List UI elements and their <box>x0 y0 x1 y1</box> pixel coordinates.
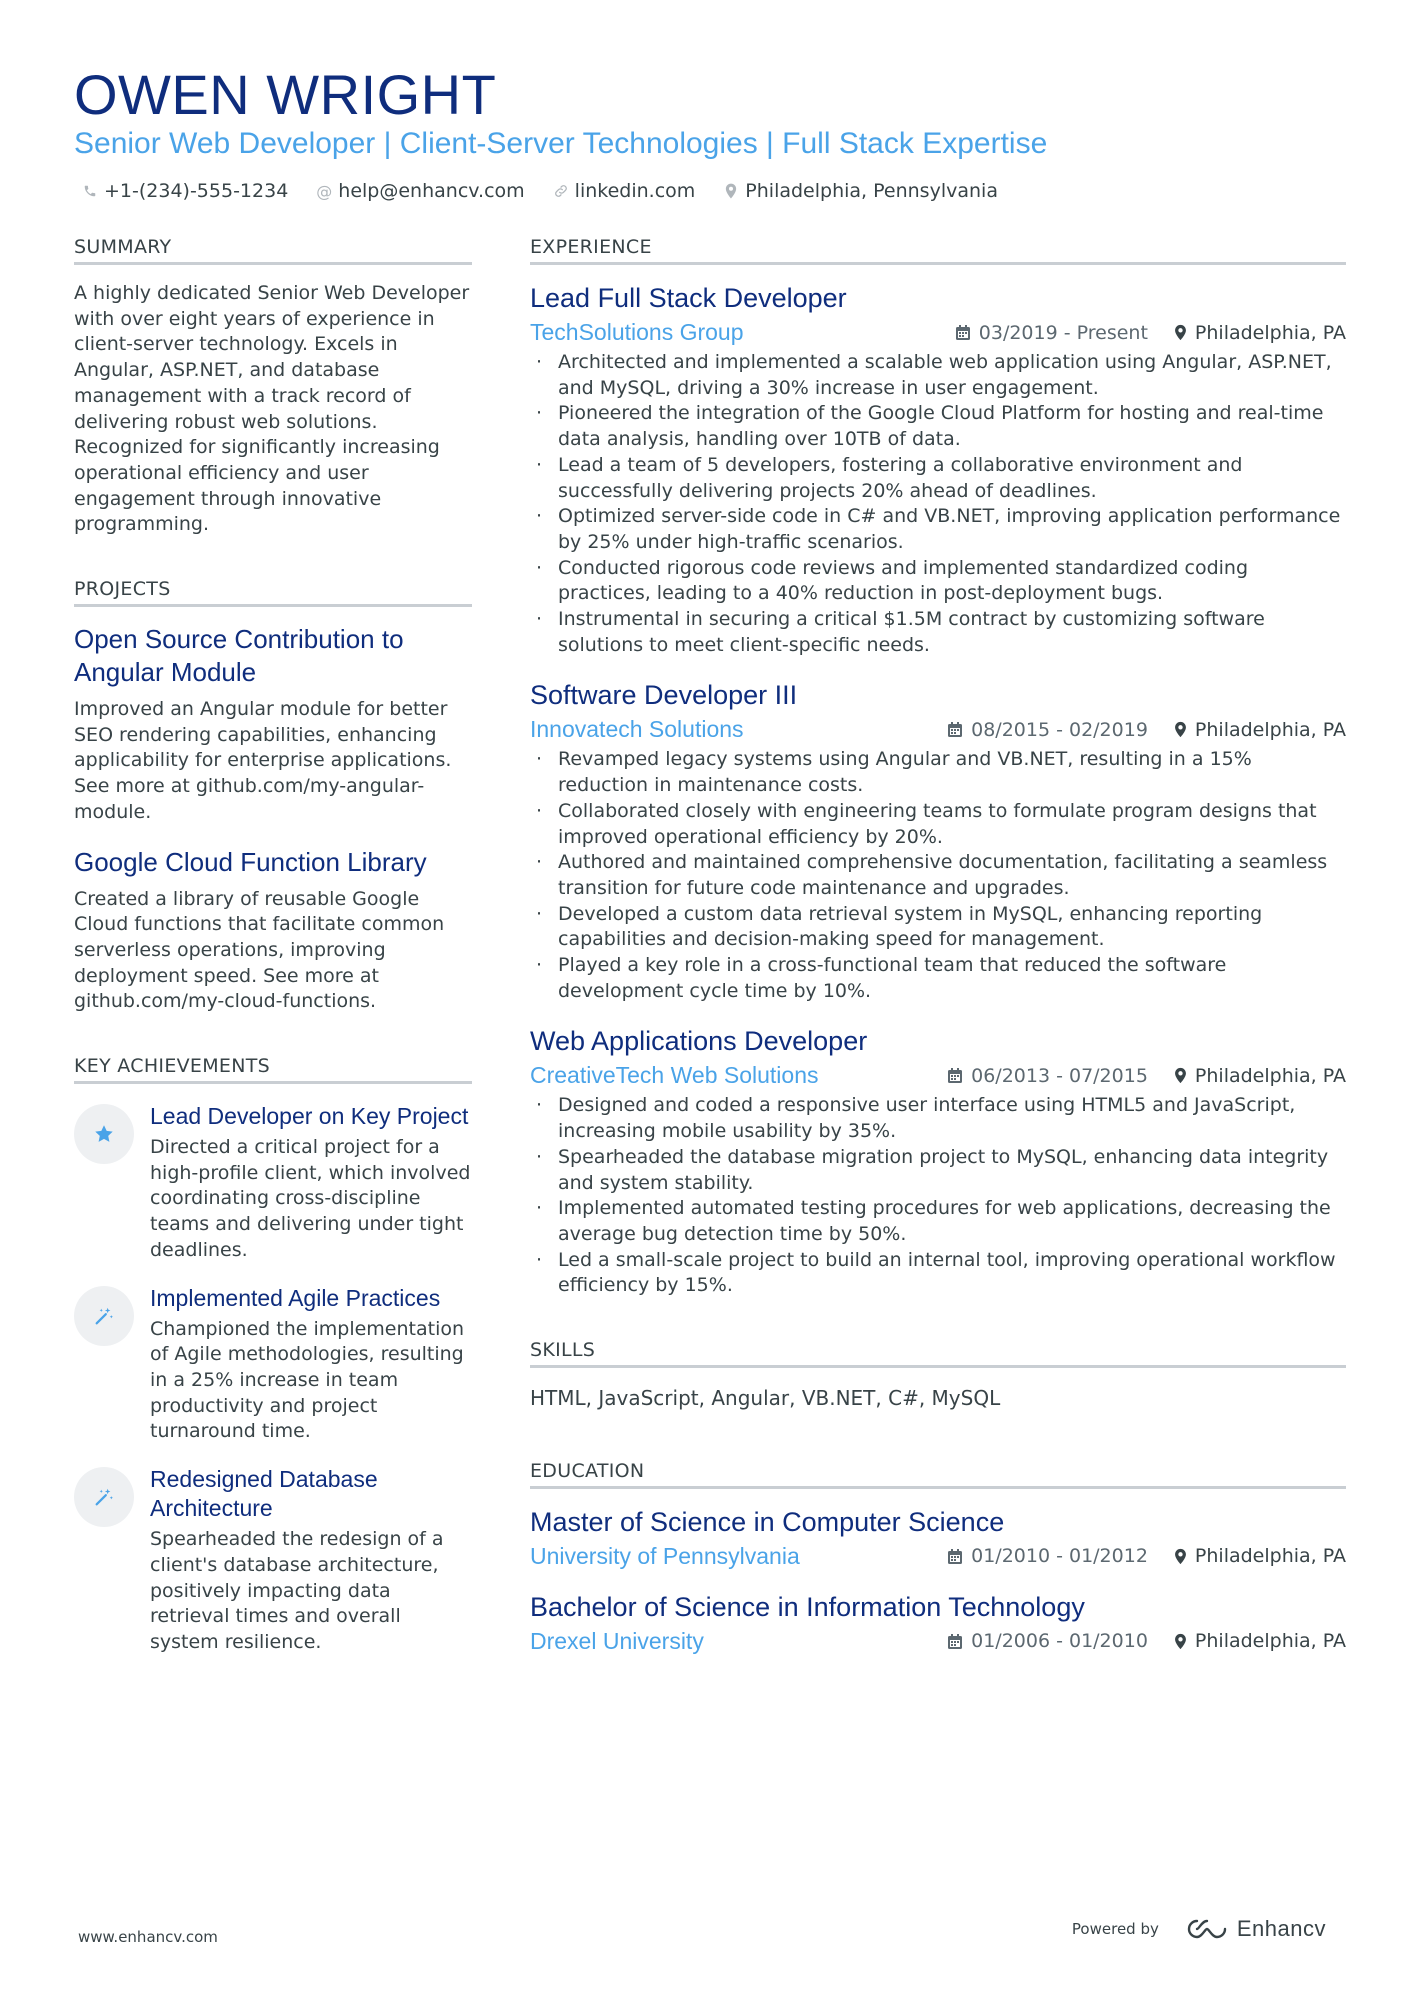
achievement-description: Directed a critical project for a high-profile client, which involved coordinating cross-discipline teams and delivering under tight deadlines. <box>150 1136 471 1261</box>
achievement-item <box>74 1284 472 1446</box>
contact-location-text: Philadelphia, Pennsylvania <box>745 180 998 202</box>
summary-section <box>74 236 472 538</box>
calendar-icon <box>955 324 971 341</box>
achievement-title: Implemented Agile Practices <box>150 1284 441 1311</box>
contact-bar <box>82 180 1026 202</box>
calendar-icon <box>947 1067 963 1084</box>
job-bullet: · Developed a custom data retrieval system in MySQL, enhancing reporting capabilities and decision-making speed for management. <box>530 902 1346 953</box>
job-entry <box>530 678 1346 1004</box>
job-bullet: · Played a key role in a cross-functional team that reduced the software development cycle time by 10%. <box>530 953 1346 1004</box>
projects-heading: PROJECTS <box>74 578 472 607</box>
skills-section <box>530 1339 1346 1412</box>
skills-list: HTML, JavaScript, Angular, VB.NET, C#, MySQL <box>530 1386 1001 1411</box>
achievement-description: Spearheaded the redesign of a client's database architecture, positively impacting data retrieval times and overall system resilience. <box>150 1528 444 1653</box>
job-bullet: · Architected and implemented a scalable web application using Angular, ASP.NET, and MySQL, driving a 30% increase in user engagement. <box>530 350 1346 401</box>
education-location: Philadelphia, PA <box>1194 1630 1346 1653</box>
skills-heading: SKILLS <box>530 1339 1346 1368</box>
job-title: Lead Full Stack Developer <box>530 283 847 313</box>
education-heading: EDUCATION <box>530 1460 1346 1489</box>
achievements-heading: KEY ACHIEVEMENTS <box>74 1055 472 1084</box>
job-bullet: · Led a small-scale project to build an internal tool, improving operational workflow efficiency by 15%. <box>530 1248 1346 1299</box>
project-title: Google Cloud Function Library <box>74 846 427 877</box>
degree-title: Bachelor of Science in Information Technology <box>530 1591 1085 1622</box>
job-title: Software Developer III <box>530 680 798 711</box>
job-title: Web Applications Developer <box>530 1026 868 1057</box>
job-dates: 08/2015 - 02/2019 <box>971 718 1148 741</box>
map-pin-icon <box>1174 1633 1187 1650</box>
contact-phone[interactable] <box>82 180 288 202</box>
job-bullet: · Pioneered the integration of the Google Cloud Platform for hosting and real-time data analysis, handling over 10TB of data. <box>530 401 1346 452</box>
job-bullet: · Instrumental in securing a critical $1.5M contract by customizing software solutions to meet client-specific needs. <box>530 607 1346 658</box>
at-icon: @ <box>316 181 333 201</box>
project-description: Created a library of reusable Google Cloud functions that facilitate common serverless operations, improving deployment speed. See more at github.com/my-cloud-functions. <box>74 887 445 1013</box>
project-description: Improved an Angular module for better SEO rendering capabilities, enhancing applicability for enterprise applications. See more at github.com/my-angular-module. <box>74 698 452 823</box>
project-title: Open Source Contribution to Angular Module <box>74 624 404 688</box>
company-name: Innovatech Solutions <box>530 716 744 743</box>
job-bullets <box>530 747 1346 1004</box>
contact-linkedin[interactable] <box>553 180 696 202</box>
contact-location <box>723 180 998 202</box>
achievements-section <box>74 1055 472 1656</box>
education-entry <box>530 1590 1346 1655</box>
calendar-icon <box>947 721 963 738</box>
company-name: CreativeTech Web Solutions <box>530 1062 819 1089</box>
contact-linkedin-text: linkedin.com <box>574 180 696 202</box>
education-entry <box>530 1505 1346 1570</box>
link-icon <box>553 183 569 199</box>
footer-website[interactable]: www.enhancv.com <box>78 1928 218 1946</box>
job-location: Philadelphia, PA <box>1194 718 1346 741</box>
contact-email-text: help@enhancv.com <box>338 180 525 202</box>
calendar-icon <box>947 1548 963 1565</box>
enhancv-logo-icon <box>1185 1917 1229 1941</box>
summary-text: A highly dedicated Senior Web Developer with over eight years of experience in client-server technology. Excels in Angular, ASP.NET, and database management with a track record of delivering robust web solutions. Recognized for significantly increasing operational efficiency and user engagement through innovative programming. <box>74 282 470 536</box>
job-bullet: · Spearheaded the database migration project to MySQL, enhancing data integrity and system stability. <box>530 1145 1346 1196</box>
school-name: University of Pennsylvania <box>530 1542 800 1569</box>
contact-email[interactable] <box>316 180 524 202</box>
education-location: Philadelphia, PA <box>1194 1545 1346 1568</box>
left-column <box>74 236 472 1676</box>
candidate-name: OWEN WRIGHT <box>74 63 497 126</box>
job-location: Philadelphia, PA <box>1194 1064 1346 1087</box>
map-pin-icon <box>1174 324 1187 341</box>
job-dates: 03/2019 - Present <box>978 321 1148 344</box>
map-pin-icon <box>1174 1548 1187 1565</box>
education-dates: 01/2006 - 01/2010 <box>971 1630 1148 1653</box>
achievement-item <box>74 1465 472 1656</box>
project-item <box>74 846 472 1016</box>
projects-section <box>74 578 472 1015</box>
job-bullet: · Optimized server-side code in C# and VB.NET, improving application performance by 25% under high-traffic scenarios. <box>530 504 1346 555</box>
contact-phone-text: +1-(234)-555-1234 <box>104 180 289 202</box>
experience-heading: EXPERIENCE <box>530 236 1346 265</box>
job-dates: 06/2013 - 07/2015 <box>971 1064 1148 1087</box>
job-bullet: · Revamped legacy systems using Angular and VB.NET, resulting in a 15% reduction in maintenance costs. <box>530 747 1346 798</box>
right-column <box>530 236 1346 1655</box>
education-dates: 01/2010 - 01/2012 <box>971 1545 1148 1568</box>
achievement-title: Lead Developer on Key Project <box>150 1103 469 1130</box>
achievement-item <box>74 1102 472 1264</box>
job-entry <box>530 1024 1346 1299</box>
experience-section <box>530 236 1346 1299</box>
job-bullet: · Conducted rigorous code reviews and implemented standardized coding practices, leading to a 40% reduction in post-deployment bugs. <box>530 556 1346 607</box>
job-entry <box>530 281 1346 658</box>
job-bullet: · Collaborated closely with engineering teams to formulate program designs that improved operational efficiency by 20%. <box>530 799 1346 850</box>
candidate-tagline: Senior Web Developer | Client-Server Technologies | Full Stack Expertise <box>74 127 1048 160</box>
job-bullets <box>530 350 1346 658</box>
job-bullets <box>530 1093 1346 1299</box>
phone-icon <box>82 184 98 198</box>
map-pin-icon <box>1174 721 1187 738</box>
powered-by-label: Powered by <box>1071 1920 1159 1938</box>
project-item <box>74 623 472 826</box>
job-location: Philadelphia, PA <box>1194 321 1346 344</box>
company-name: TechSolutions Group <box>530 319 744 345</box>
job-bullet: · Authored and maintained comprehensive documentation, facilitating a seamless transition for future code maintenance and upgrades. <box>530 850 1346 901</box>
calendar-icon <box>947 1633 963 1650</box>
job-bullet: · Implemented automated testing procedures for web applications, decreasing the average bug detection time by 50%. <box>530 1196 1346 1247</box>
map-pin-icon <box>1174 1067 1187 1084</box>
job-bullet: · Lead a team of 5 developers, fostering a collaborative environment and successfully delivering projects 20% ahead of deadlines. <box>530 453 1346 504</box>
wand-icon <box>74 1467 134 1527</box>
wand-icon <box>74 1286 134 1346</box>
footer-branding[interactable] <box>1072 1916 1326 1942</box>
star-icon <box>74 1104 134 1164</box>
brand-name: Enhancv <box>1236 1916 1326 1941</box>
achievement-title: Redesigned Database Architecture <box>150 1466 378 1522</box>
map-pin-icon <box>723 183 739 199</box>
degree-title: Master of Science in Computer Science <box>530 1506 1005 1537</box>
school-name: Drexel University <box>530 1627 704 1654</box>
achievement-description: Championed the implementation of Agile methodologies, resulting in a 25% increase in team productivity and project turnaround time. <box>150 1317 465 1443</box>
education-section <box>530 1460 1346 1655</box>
job-bullet: · Designed and coded a responsive user interface using HTML5 and JavaScript, increasing mobile usability by 35%. <box>530 1093 1346 1144</box>
summary-heading: SUMMARY <box>74 236 472 265</box>
